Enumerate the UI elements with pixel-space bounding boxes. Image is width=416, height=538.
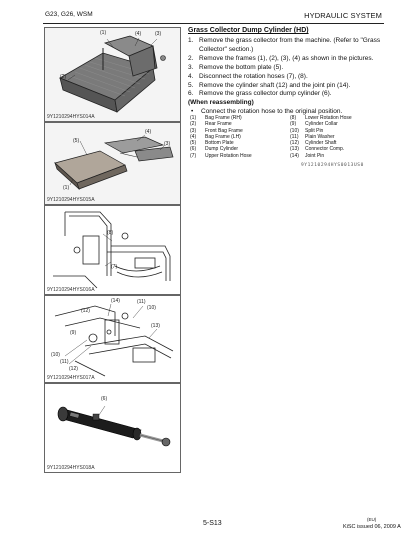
reference-code: 9Y1210294HYS0013US0 — [301, 163, 364, 168]
callout-11: (11) — [60, 359, 69, 365]
callout-7: (7) — [111, 264, 118, 270]
part-item: (10) Split Pin — [290, 127, 324, 134]
figure-2 — [44, 122, 181, 205]
figure-5 — [44, 383, 181, 473]
figure-3 — [44, 205, 181, 295]
callout-13: (13) — [151, 323, 160, 329]
callout-5: (5) — [73, 138, 80, 144]
callout-4: (4) — [145, 129, 152, 135]
part-item: (2) Rear Frame — [190, 121, 232, 128]
figure-5-illustration — [45, 384, 180, 472]
callout-12: (12) — [81, 308, 90, 314]
part-item: (12) Cylinder Shaft — [290, 140, 337, 147]
part-item: (6) Dump Cylinder — [190, 146, 239, 153]
figure-1 — [44, 27, 181, 122]
callout-10: (10) — [51, 352, 60, 358]
parts-legend — [190, 115, 390, 159]
region-label: (EU) — [367, 517, 377, 522]
step-5: 5. Remove the cylinder shaft (12) and the joint pin (14). — [188, 81, 351, 89]
part-item: (3) Front Bag Frame — [190, 127, 243, 134]
part-item: (7) Upper Rotation Hose — [190, 152, 252, 159]
callout-9: (9) — [70, 330, 77, 336]
callout-8: (8) — [107, 230, 114, 236]
step-1: 1. Remove the grass collector from the machine. (Refer to "Grass Collector" section.) — [188, 37, 381, 53]
figure-4 — [44, 295, 181, 383]
figure-code: 9Y1210294HYS016A — [47, 287, 95, 293]
callout-2: (2) — [60, 74, 67, 80]
part-item: (14) Joint Pin — [290, 152, 325, 159]
reassembling-note: • Connect the rotation hose to the original position. — [191, 108, 343, 116]
callout-12: (12) — [69, 366, 78, 372]
figure-code: 9Y1210294HYS014A — [47, 114, 95, 120]
issue-info: KiSC issued 06, 2009 A — [343, 524, 401, 530]
part-item: (11) Plain Washer — [290, 133, 335, 140]
figure-3-illustration — [45, 206, 180, 294]
step-6: 6. Remove the grass collector dump cylinder (6). — [188, 90, 332, 98]
part-item: (5) Bottom Plate — [190, 140, 234, 147]
procedure-steps — [188, 37, 388, 117]
figure-2-illustration — [45, 123, 180, 204]
figure-code: 9Y1210294HYS017A — [47, 375, 95, 381]
figure-code: 9Y1210294HYS018A — [47, 465, 95, 471]
step-4: 4. Disconnect the rotation hoses (7), (8). — [188, 72, 308, 80]
header-section: HYDRAULIC SYSTEM — [304, 11, 382, 20]
callout-4: (4) — [135, 31, 142, 37]
header-model: G23, G26, WSM — [45, 11, 93, 18]
part-item: (9) Cylinder Collar — [290, 121, 338, 128]
step-3: 3. Remove the bottom plate (5). — [188, 63, 284, 71]
figure-code: 9Y1210294HYS015A — [47, 197, 95, 203]
callout-3: (3) — [164, 141, 171, 147]
callout-14: (14) — [111, 298, 120, 304]
part-item: (1) Bag Frame (RH) — [190, 115, 242, 121]
page-number: 5-S13 — [203, 520, 222, 527]
step-2: 2. Remove the frames (1), (2), (3), (4) as shown in the pictures. — [188, 54, 374, 62]
callout-11: (11) — [137, 299, 146, 305]
callout-3: (3) — [155, 31, 162, 37]
part-item: (4) Bag Frame (LH) — [190, 133, 241, 140]
callout-6: (6) — [101, 396, 108, 402]
callout-1: (1) — [63, 185, 70, 191]
callout-10: (10) — [147, 305, 156, 311]
parts-column-left — [190, 115, 290, 159]
callout-1: (1) — [100, 30, 107, 36]
header-divider — [43, 23, 384, 24]
figure-4-illustration — [45, 296, 180, 382]
part-item: (8) Lower Rotation Hose — [290, 115, 352, 121]
reassembling-heading: (When reassembling) — [188, 99, 254, 107]
parts-column-right — [290, 115, 390, 159]
section-title: Grass Collector Dump Cylinder (HD) — [188, 27, 309, 34]
part-item: (13) Connector Comp. — [290, 146, 345, 153]
